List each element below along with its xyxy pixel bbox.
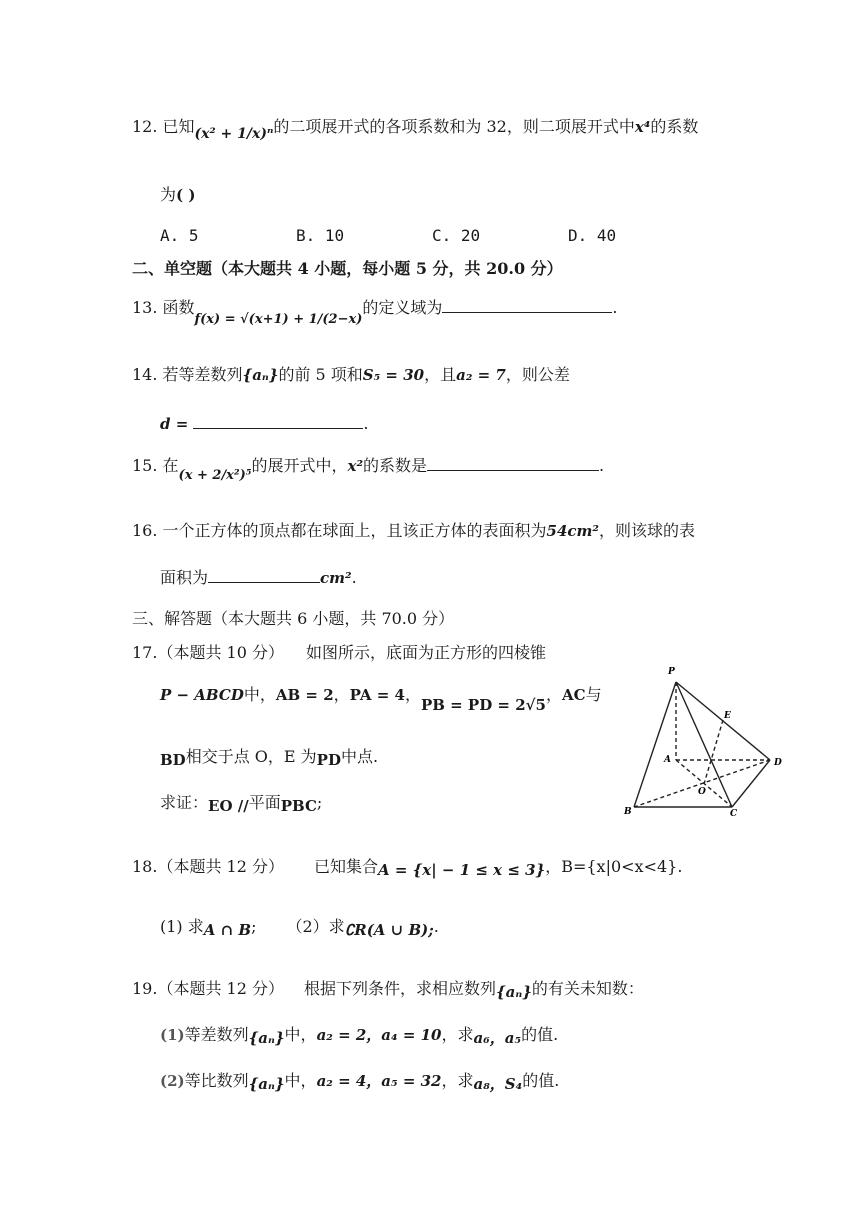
q19-row1-given: a₂ = 2，a₄ = 10 (316, 1026, 442, 1044)
label-a: A (664, 755, 671, 765)
q18-semicolon: ; (251, 917, 257, 936)
q14-d: d = (160, 415, 189, 433)
q12-option-a: A. 5 (160, 226, 199, 245)
q18-set-a: A = {x| − 1 ≤ x ≤ 3} (378, 861, 546, 879)
q17-text1: 如图所示，底面为正方形的四棱锥 (305, 643, 546, 662)
q14-answer-blank[interactable] (193, 412, 363, 429)
q14-period: . (363, 414, 369, 433)
q16-line1 (132, 520, 695, 542)
q17-bd: BD (160, 751, 186, 769)
q19-row2-find: ，求 (441, 1071, 474, 1090)
q12-option-c: C. 20 (432, 226, 481, 245)
q16-text2: ，则该球的表 (599, 521, 696, 540)
q17-line2: P − ABCD中，AB = 2，PA = 4，PB = PD = 2√5，AC与 (160, 685, 602, 714)
q16-text3: 面积为 (160, 568, 209, 587)
q14-an: {aₙ} (242, 366, 279, 384)
q19-row1-find: ，求 (441, 1025, 474, 1044)
q17-pa: PA = 4 (349, 686, 405, 704)
q12-text3: 为 (160, 185, 177, 204)
q17-pyramid: P − ABCD (160, 686, 244, 704)
q18-text1: 已知集合 (313, 857, 378, 876)
q17-header: 17.（本题共 10 分） (132, 643, 284, 662)
q18-complement: ∁R(A ∪ B); (344, 921, 434, 939)
q19-row1-end: 的值. (521, 1025, 559, 1044)
q19-row1-an: {aₙ} (248, 1029, 285, 1047)
q19-row1-label: 等差数列 (184, 1025, 249, 1044)
q13-line (132, 296, 618, 327)
q15-x2: x² (347, 457, 364, 475)
q17-pb-pd: PB = PD = 2√5 (420, 696, 546, 714)
q16-period: . (351, 568, 357, 587)
q18-intersection: A ∩ B (203, 921, 252, 939)
q17-semicolon: ; (316, 793, 323, 812)
q12-text1: 的二项展开式的各项系数和为 32，则二项展开式中 (273, 117, 635, 136)
q18-period: . (433, 917, 439, 936)
q19-row1-in: 中， (284, 1025, 317, 1044)
section-2-heading: 二、单空题（本大题共 4 小题，每小题 5 分，共 20.0 分） (132, 259, 563, 278)
q14-text3: ，则公差 (505, 365, 570, 384)
q15-expression: (x + 2/x²)⁵ (178, 468, 252, 483)
q19-row2 (160, 1070, 559, 1092)
q12-number: 12. 已知 (132, 117, 195, 136)
q17-line4 (160, 792, 322, 814)
q12-option-d: D. 40 (568, 226, 617, 245)
q18-line2 (160, 916, 439, 938)
q19-text2: 的有关未知数： (531, 979, 644, 998)
q12-option-b: B. 10 (296, 226, 345, 245)
q14-line1 (132, 364, 570, 386)
q19-row2-an: {aₙ} (248, 1075, 285, 1093)
q17-text3: 与 (585, 685, 602, 704)
label-o: O (698, 787, 706, 797)
q19-header: 19.（本题共 12 分） (132, 979, 284, 998)
section-3-heading: 三、解答题（本大题共 6 小题，共 70.0 分） (132, 609, 455, 628)
q15-line (132, 454, 605, 483)
q18-part1: (1) 求 (160, 917, 204, 936)
q17-line1 (132, 642, 546, 664)
q19-an: {aₙ} (496, 983, 532, 1001)
q19-row2-label: 等比数列 (184, 1071, 249, 1090)
q19-row2-targets: a₈，S₄ (473, 1075, 523, 1093)
q17-ac: AC (561, 686, 586, 704)
q18-part2: （2）求 (286, 917, 345, 936)
q18-set-b: ，B={x|0<x<4}. (545, 857, 683, 876)
label-e: E (724, 711, 731, 721)
q13-number: 13. 函数 (132, 298, 195, 317)
q16-answer-blank[interactable] (208, 566, 320, 583)
label-p: P (668, 667, 675, 677)
q12-line2 (160, 184, 195, 206)
q14-a2: a₂ = 7 (456, 366, 506, 384)
label-c: C (730, 809, 738, 819)
q16-area: 54cm² (546, 522, 599, 540)
q17-text2: 中， (243, 685, 276, 704)
q12-line1 (132, 116, 699, 142)
q17-pbc: PBC (280, 797, 317, 815)
q15-number: 15. 在 (132, 456, 179, 475)
q16-line2 (160, 566, 357, 589)
q17-text6: 平面 (248, 793, 281, 812)
q19-row2-num: (2) (160, 1072, 185, 1090)
q15-answer-blank[interactable] (427, 454, 599, 471)
q16-text1: 16. 一个正方体的顶点都在球面上，且该正方体的表面积为 (132, 521, 547, 540)
q14-text2: ，且 (424, 365, 457, 384)
q12-expression: (x² + 1/x)ⁿ (194, 126, 274, 142)
q15-text2: 的系数是 (363, 456, 428, 475)
q19-text1: 根据下列条件，求相应数列 (303, 979, 496, 998)
q17-ab: AB = 2 (275, 686, 334, 704)
q12-text2: 的系数 (650, 117, 699, 136)
q19-line1 (132, 978, 644, 1000)
q18-header: 18.（本题共 12 分） (132, 857, 284, 876)
q13-text: 的定义域为 (362, 298, 443, 317)
q17-pd: PD (316, 751, 341, 769)
q19-row1 (160, 1024, 558, 1046)
q16-unit: cm² (320, 569, 352, 587)
q12-x4: x⁴ (634, 118, 651, 136)
q19-row2-in: 中， (284, 1071, 317, 1090)
q19-row2-given: a₂ = 4，a₅ = 32 (316, 1072, 442, 1090)
label-b: B (624, 807, 632, 817)
q15-period: . (599, 456, 605, 475)
q19-row1-num: (1) (160, 1026, 185, 1044)
q17-text5: 中点. (340, 747, 379, 766)
q19-row1-targets: a₆，a₅ (473, 1029, 522, 1047)
q17-line3 (160, 746, 378, 768)
q14-s5: S₅ = 30 (362, 366, 425, 384)
pyramid-figure (620, 662, 790, 822)
q13-period: . (612, 298, 618, 317)
q19-row2-end: 的值. (522, 1071, 560, 1090)
q12-answer-paren: ( ) (176, 186, 196, 204)
q13-answer-blank[interactable] (442, 296, 612, 313)
q13-expression: f(x) = √(x+1) + 1/(2−x) (194, 312, 363, 327)
q17-text4: 相交于点 O，E 为 (185, 747, 317, 766)
q15-text1: 的展开式中， (251, 456, 348, 475)
q18-line1 (132, 856, 682, 878)
q14-line2 (160, 412, 368, 435)
q14-number: 14. 若等差数列 (132, 365, 243, 384)
q14-text1: 的前 5 项和 (278, 365, 363, 384)
q17-eo: EO // (208, 797, 249, 815)
q17-prove: 求证： (160, 793, 209, 812)
label-d: D (774, 758, 782, 768)
